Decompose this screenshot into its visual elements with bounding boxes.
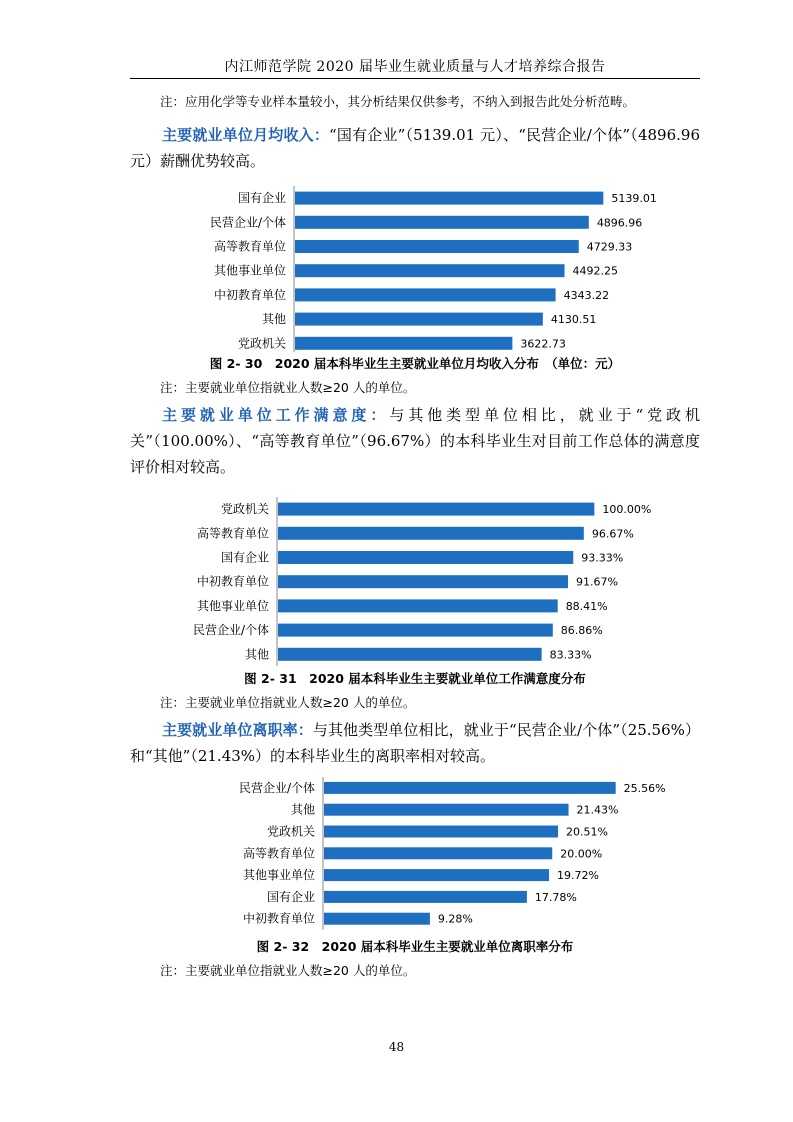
value-label: 3622.73 (520, 337, 566, 351)
bar (278, 503, 594, 516)
value-label: 88.41% (565, 599, 608, 613)
category-label: 民营企业/个体 (192, 623, 269, 638)
value-label: 96.67% (591, 527, 634, 541)
bar (324, 869, 549, 881)
value-label: 100.00% (602, 503, 652, 517)
value-label: 4729.33 (586, 240, 633, 254)
top-note: 注：应用化学等专业样本量较小，其分析结果仅供参考，不纳入到报告此处分析范畴。 (160, 94, 636, 109)
turnover-bar-chart (0, 774, 793, 932)
bar (324, 782, 616, 794)
page-number: 48 (388, 1040, 405, 1054)
category-label: 中初教育单位 (213, 287, 286, 302)
figure-caption-2-30: 图 2- 30 2020 届本科毕业生主要就业单位月均收入分布 （单位：元） (209, 356, 621, 371)
bar (324, 913, 430, 925)
bar (324, 847, 552, 859)
value-label: 25.56% (623, 781, 666, 795)
value-label: 20.51% (566, 825, 609, 839)
section-income-heading: 主要就业单位月均收入： (162, 126, 330, 144)
value-label: 4130.51 (550, 313, 597, 327)
category-label: 民营企业/个体 (238, 780, 315, 795)
header-rule (130, 78, 700, 79)
section-satisfaction-body: 与其他类型单位相比，就业于“党政机关”（100.00%）、“高等教育单位”（96.67%）的本科毕业生对目前工作总体的满意度评价相对较高。 (130, 406, 700, 476)
category-label: 其他事业单位 (196, 598, 269, 613)
category-label: 其他事业单位 (213, 263, 286, 278)
figure-caption-2-31: 图 2- 31 2020 届本科毕业生主要就业单位工作满意度分布 (244, 671, 586, 686)
bar (324, 826, 558, 838)
category-label: 国有企业 (237, 191, 286, 206)
category-label: 高等教育单位 (242, 846, 315, 861)
value-label: 9.28% (437, 912, 473, 926)
value-label: 5139.01 (611, 192, 657, 206)
bar (278, 575, 568, 588)
figure-caption-2-32: 图 2- 32 2020 届本科毕业生主要就业单位离职率分布 (256, 939, 574, 954)
bar (324, 804, 569, 816)
satisfaction-bar-chart (0, 494, 793, 666)
category-label: 党政机关 (266, 824, 315, 839)
section-turnover-paragraph (130, 717, 700, 769)
value-label: 4343.22 (563, 288, 610, 302)
bar (295, 313, 543, 326)
turnover-note: 注：主要就业单位指就业人数≥20 人的单位。 (160, 963, 416, 978)
category-label: 国有企业 (220, 550, 269, 565)
section-satisfaction-paragraph (130, 402, 700, 480)
category-label: 其他 (244, 647, 269, 662)
value-label: 83.33% (549, 648, 592, 662)
value-label: 93.33% (581, 551, 624, 565)
bar (295, 216, 589, 229)
category-label: 高等教育单位 (196, 526, 269, 541)
category-label: 中初教育单位 (196, 574, 269, 589)
category-label: 国有企业 (266, 889, 315, 904)
income-note: 注：主要就业单位指就业人数≥20 人的单位。 (160, 380, 416, 395)
section-satisfaction-heading: 主要就业单位工作满意度： (162, 406, 390, 424)
value-label: 4896.96 (596, 216, 643, 230)
category-label: 其他 (290, 802, 315, 817)
value-label: 21.43% (576, 803, 619, 817)
page-header: 内江师范学院 2020 届毕业生就业质量与人才培养综合报告 (224, 59, 606, 75)
section-turnover-body: 与其他类型单位相比，就业于“民营企业/个体”（25.56%）和“其他”（21.43%）的本科毕业生的离职率相对较高。 (130, 721, 700, 765)
bar (278, 527, 584, 540)
value-label: 91.67% (576, 575, 618, 589)
bar (295, 337, 512, 350)
value-label: 19.72% (557, 869, 599, 883)
bar (278, 648, 542, 661)
section-income-body: “国有企业”（5139.01 元）、“民营企业/个体”（4896.96 元）薪酬优势较高。 (130, 126, 700, 170)
category-label: 其他 (261, 312, 286, 327)
value-label: 86.86% (560, 624, 603, 638)
bar (295, 264, 565, 277)
category-label: 民营企业/个体 (209, 215, 286, 230)
value-label: 4492.25 (572, 264, 619, 278)
category-label: 其他事业单位 (242, 868, 315, 883)
satisfaction-note: 注：主要就业单位指就业人数≥20 人的单位。 (160, 695, 416, 710)
category-label: 党政机关 (220, 502, 269, 517)
bar (295, 192, 603, 205)
bar (295, 288, 556, 301)
section-turnover-heading: 主要就业单位离职率： (162, 721, 313, 739)
bar (324, 891, 527, 903)
bar (278, 599, 558, 612)
category-label: 党政机关 (237, 336, 286, 351)
category-label: 中初教育单位 (242, 911, 315, 926)
bar (278, 551, 573, 564)
bar (295, 240, 579, 253)
bar (278, 624, 553, 637)
value-label: 20.00% (560, 847, 603, 861)
category-label: 高等教育单位 (213, 239, 286, 254)
section-income-paragraph (130, 122, 700, 174)
value-label: 17.78% (534, 890, 577, 904)
income-bar-chart (0, 182, 793, 352)
